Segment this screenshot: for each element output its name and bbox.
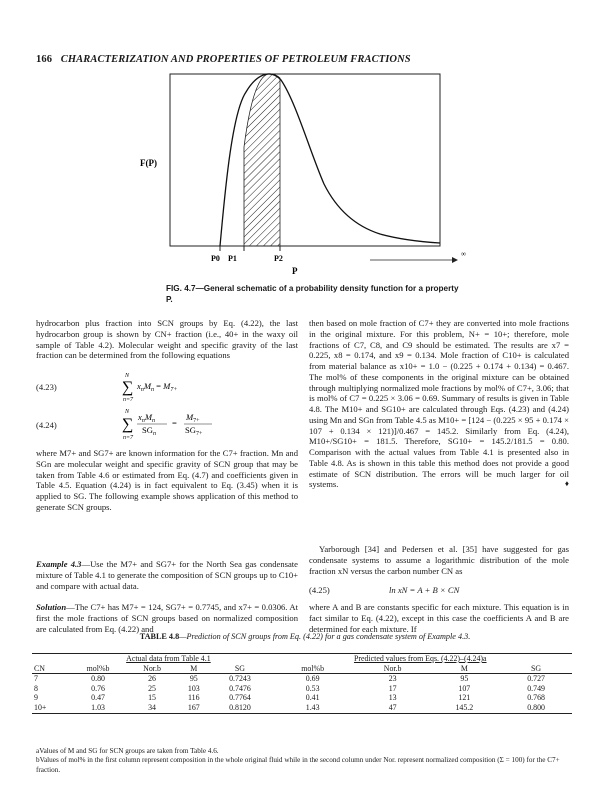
table-cell: 121 (458, 693, 471, 703)
table-notes (36, 747, 566, 775)
table-cell: 23 (388, 674, 397, 684)
col-header: M (176, 664, 211, 674)
table-cell: 0.53 (305, 683, 320, 693)
solution-text: —The C7+ has M7+ = 124, SG7+ = 0.7745, and x7+ = 0.0306. At first the mole fractions of SCN groups based on normalized composition are calculated from Eq. (4.22) and (36, 602, 298, 634)
table-cell: 13 (388, 693, 397, 703)
solution (36, 602, 298, 634)
eq-number: (4.24) (36, 420, 57, 430)
right-para-1 (309, 318, 569, 490)
table-title: —Prediction of SCN groups from Eq. (4.22) for a gas condensate system of Example 4.3. (179, 632, 471, 641)
svg-text:N: N (125, 373, 130, 379)
table-cell: 0.80 (91, 674, 105, 684)
label-p0: P0 (211, 254, 220, 263)
plot-frame (170, 74, 440, 246)
group-header-actual: Actual data from Table 4.1 (68, 654, 268, 664)
svg-text:xnMn = M7+: $x_nM_n = M_{7+}$ (137, 381, 178, 393)
table-cell: 95 (189, 674, 198, 684)
right-para-2 (309, 544, 569, 576)
table-cell: 167 (176, 703, 211, 713)
x-axis-label: P (292, 266, 298, 276)
equation-4-25 (309, 585, 569, 597)
svg-text:=: = (172, 418, 177, 428)
table-cell: 0.8120 (211, 703, 268, 713)
right-para-3: where A and B are constants specific for each mixture. This equation is in fact similar to Eq. (4.22), except in this case the coefficients A and B are determined for each mixture. If (309, 602, 569, 634)
col-header: Nor.b (128, 664, 176, 674)
svg-text:SG7+: $SG_{7+}$ (185, 425, 203, 437)
group-header-predicted: Predicted values from Eqs. (4.22)–(4.24)a (269, 654, 572, 664)
table-cell: 95 (460, 674, 469, 684)
svg-text:n=7: n=7 (123, 397, 134, 403)
table-cell: 25 (148, 683, 156, 693)
col-header: Nor.b (357, 664, 429, 674)
table-cell: 0.41 (305, 693, 320, 703)
equation-4-23 (36, 370, 298, 402)
table-note-b: bValues of mol% in the first column represent composition in the whole original fluid while in the second column under Nor. represent normalized composition (Σ = 100) for the C7+ fraction. (36, 756, 560, 774)
svg-text:M7+: $M_{7+}$ (186, 412, 200, 424)
page-number: 166 (36, 54, 53, 65)
table-cell: 15 (148, 693, 156, 703)
left-para-2: where M7+ and SG7+ are known information for the C7+ fraction. Mn and SGn are molecular weight and specific gravity of SCN group that may be taken from Table 4.6 or estimated from Eq. (4.7) and coefficients given in Table 4.5. Equation (4.24) is in fact equivalent to Eq. (3.45) when it is applied to SG. The following example shows application of this method to generate SCN groups. (36, 448, 298, 512)
table-cell: 1.03 (68, 703, 128, 713)
table-caption (80, 632, 530, 642)
example-label: Example 4.3 (36, 559, 82, 569)
col-header: CN (32, 664, 68, 674)
table-cell: 0.768 (527, 693, 545, 703)
table-cell: 145.2 (428, 703, 500, 713)
col-header: SG (500, 664, 572, 674)
eq-number: (4.25) (309, 585, 330, 595)
sum-formula-1 (122, 370, 242, 404)
svg-text:SGn: $SG_n$ (142, 425, 156, 437)
infinity-label: ∞ (461, 250, 466, 258)
table-cell: 103 (187, 683, 200, 693)
col-header: M (428, 664, 500, 674)
example-4-3 (36, 559, 298, 591)
table-cell: 9 (34, 693, 38, 703)
table-cell: 26 (148, 674, 156, 684)
table-cell: 0.76 (91, 683, 105, 693)
table-row (32, 693, 572, 703)
right-para-1-text: then based on mole fraction of C7+ they are converted into mole fractions in the original mixture. For this problem, N+ = 10+; therefore, mole fractions of C7, C8, and C9 should be estimated. The results are x7 = 0.225, x8 = 0.174, and x9 = 0.134. Mole fraction of C10+ is calculated from material balance as x10+ = 1.0 − (0.225 + 0.174 + 0.134) = 0.467. The mol% of these components in the original mixture can be obtained through multiplying normalized mole fractions by mol% of C7+, 3.06; that is mol% of C7 = 0.225 × 3.06 = 0.69. Summary of results is given in Table 4.8. The M10+ and SG10+ are calculated through Eqs. (4.23) and (4.24) using Mn and SGn from Table 4.5 as M10+ = [124 − (0.225 × 95 + 0.174 × 107 + 0.134 × 121)]/0.467 = 145.2. Similarly from Eq. (4.24), M10+/SG10+ = 181.5. Therefore, SG10+ = 145.2/181.5 = 0.80. Comparison with the actual values from Table 4.1 is presented also in Table 4.8. As is shown in this table this method does not provide a good estimate of SCN distribution. The errors will be much larger for oil systems. (309, 318, 569, 490)
svg-text:∑: ∑ (122, 379, 134, 396)
col-header: mol%b (269, 664, 357, 674)
end-of-example-mark: ♦ (564, 479, 569, 489)
table-cell: 17 (388, 683, 397, 693)
label-p2: P2 (274, 254, 283, 263)
table-cell: 47 (357, 703, 429, 713)
table-cell: 0.47 (91, 693, 105, 703)
eq-text: ln xN = A + B × CN (389, 585, 460, 595)
sum-formula-2 (122, 405, 262, 443)
table-cell: 10+ (32, 703, 68, 713)
table-cell: 0.7476 (229, 683, 251, 693)
equation-4-24 (36, 405, 298, 441)
table-label: TABLE 4.8 (139, 632, 180, 641)
table-cell: 107 (458, 683, 471, 693)
table-cell: 0.7243 (229, 674, 251, 684)
table-cell: 0.749 (527, 683, 545, 693)
running-title: CHARACTERIZATION AND PROPERTIES OF PETROLEUM FRACTIONS (60, 54, 411, 65)
svg-text:xnMn: $x_nM_n$ (138, 412, 155, 424)
label-p1: P1 (228, 254, 237, 263)
solution-label: Solution (36, 602, 67, 612)
table-cell: 0.7764 (229, 693, 251, 703)
table-note-a: aValues of M and SG for SCN groups are taken from Table 4.6. (36, 747, 219, 755)
running-head (36, 54, 411, 65)
scn-table (32, 653, 572, 714)
eq-number: (4.23) (36, 382, 57, 392)
table-cell: 1.43 (269, 703, 357, 713)
table-cell: 8 (34, 683, 38, 693)
col-header: SG (211, 664, 268, 674)
figure-caption: FIG. 4.7—General schematic of a probability density function for a property P. (166, 284, 459, 304)
table-cell: 0.69 (305, 674, 320, 684)
shaded-area (244, 74, 280, 246)
col-header: mol%b (68, 664, 128, 674)
table-row (32, 684, 572, 694)
table-cell: 116 (188, 693, 200, 703)
table-row (32, 703, 572, 713)
arrow-head (452, 257, 458, 263)
table-cell: 0.800 (500, 703, 572, 713)
svg-text:∑: ∑ (122, 416, 134, 433)
svg-text:N: N (125, 409, 130, 415)
y-axis-label: F(P) (140, 158, 157, 168)
right-para-2-text: Yarborough [34] and Pedersen et al. [35] have suggested for gas condensate systems to assume a logarithmic distribution of the mole fraction xN versus the carbon number CN as (309, 544, 569, 576)
table-cell: 34 (128, 703, 176, 713)
svg-text:n=7: n=7 (123, 435, 134, 441)
example-text: —Use the M7+ and SG7+ for the North Sea gas condensate mixture of Table 4.1 to generate the composition of SCN groups up to C10+ and compare with actual data. (36, 559, 298, 591)
table-row (32, 674, 572, 684)
left-para-1: hydrocarbon plus fraction into SCN groups by Eq. (4.22), the last hydrocarbon group is shown by CN+ fraction (i.e., 40+ in the waxy oil sample of Table 4.2). Molecular weight and specific gravity of the last fraction can be determined from the following equations (36, 318, 298, 361)
table-cell: 0.727 (527, 674, 545, 684)
table-cell: 7 (34, 674, 38, 684)
pdf-figure (140, 72, 470, 284)
